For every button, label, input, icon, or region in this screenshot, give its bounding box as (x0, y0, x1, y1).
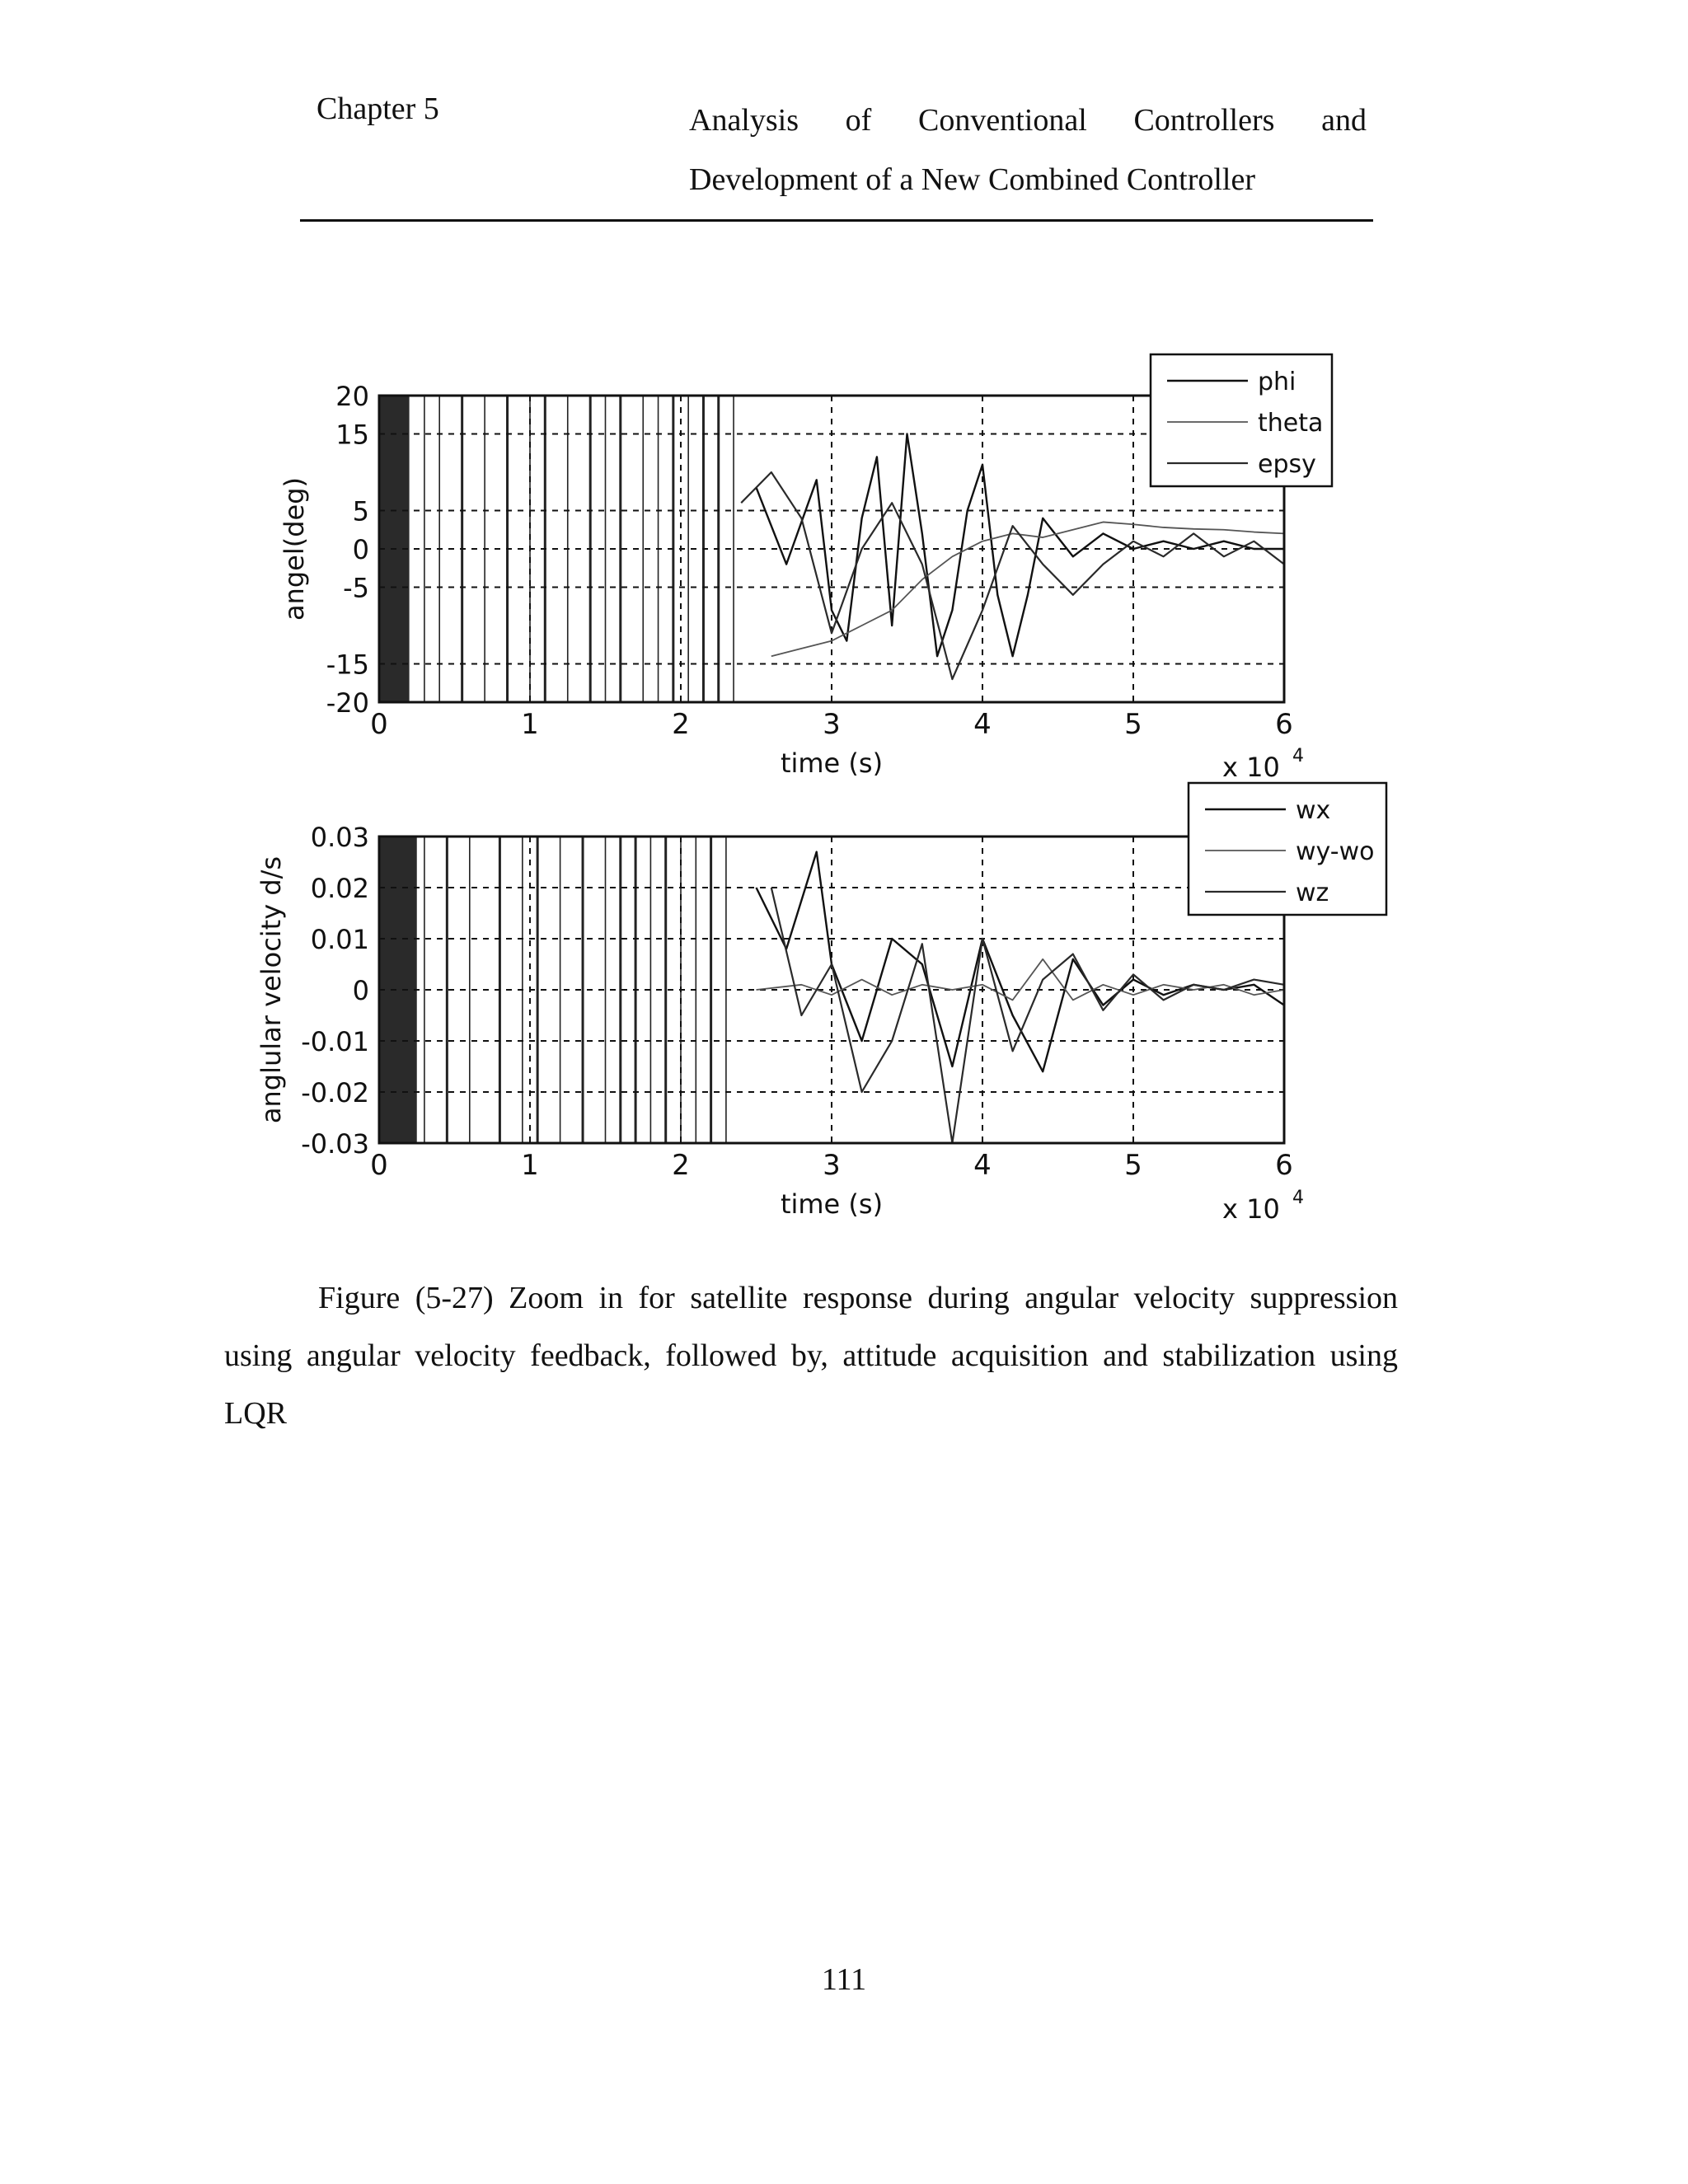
x-tick-label: 4 (973, 708, 992, 741)
header-word: of (845, 103, 872, 138)
series-line-3 (771, 888, 1284, 1143)
legend-label: epsy (1258, 450, 1316, 479)
page-number: 111 (821, 1962, 867, 1997)
y-tick-label: 15 (335, 419, 369, 451)
x-tick-label: 1 (521, 1149, 539, 1182)
y-tick-label: 5 (352, 495, 369, 527)
y-tick-label: -0.03 (301, 1128, 369, 1160)
y-tick-label: -20 (326, 687, 369, 719)
x-multiplier-label: x 10 (1222, 752, 1280, 783)
y-tick-label: 0.03 (310, 822, 369, 853)
y-tick-label: 20 (335, 381, 369, 412)
header-word: and (1321, 103, 1367, 138)
y-tick-label: 0.01 (310, 924, 369, 955)
x-axis-label: time (s) (780, 1188, 884, 1220)
legend-label: theta (1258, 409, 1324, 438)
y-tick-label: 0 (352, 975, 369, 1006)
y-axis-label: anglular velocity d/s (256, 855, 287, 1124)
x-multiplier-exponent: 4 (1292, 1188, 1304, 1208)
header-chapter: Chapter 5 (316, 91, 439, 126)
x-tick-label: 1 (521, 708, 539, 741)
legend-label: phi (1258, 368, 1296, 396)
x-multiplier-exponent: 4 (1292, 746, 1304, 766)
y-tick-label: 0 (352, 534, 369, 565)
y-tick-label: 0.02 (310, 873, 369, 904)
header-rule (300, 219, 1373, 222)
x-tick-label: 0 (370, 1149, 388, 1182)
x-tick-label: 2 (672, 1149, 690, 1182)
figure-plots (247, 338, 1434, 1244)
x-tick-label: 5 (1124, 708, 1142, 741)
y-axis-label: angel(deg) (279, 476, 310, 621)
header-word: Analysis (689, 103, 799, 138)
header-title-line1 (689, 91, 1367, 150)
header-title (689, 91, 1367, 209)
x-tick-label: 6 (1275, 708, 1293, 741)
figure-caption (224, 1269, 1398, 1442)
x-axis-label: time (s) (780, 748, 884, 779)
x-tick-label: 3 (823, 708, 841, 741)
legend-label: wy-wo (1296, 837, 1375, 866)
plot-2 (256, 783, 1386, 1225)
series-line-3 (741, 472, 1284, 679)
x-tick-label: 2 (672, 708, 690, 741)
x-multiplier-label: x 10 (1222, 1193, 1280, 1225)
x-tick-label: 3 (823, 1149, 841, 1182)
plot-1 (279, 354, 1332, 783)
legend-label: wz (1296, 879, 1329, 907)
x-tick-label: 4 (973, 1149, 992, 1182)
y-tick-label: -0.01 (301, 1026, 369, 1057)
x-tick-label: 5 (1124, 1149, 1142, 1182)
y-tick-label: -5 (343, 572, 369, 604)
legend-label: wx (1296, 796, 1331, 825)
caption-text: Figure (5-27) Zoom in for satellite response during angular velocity suppression using angular velocity feedback, followed by, attitude acquisition and stabilization using LQR (224, 1281, 1398, 1431)
x-tick-label: 6 (1275, 1149, 1293, 1182)
y-tick-label: -0.02 (301, 1077, 369, 1108)
header-word: Controllers (1133, 103, 1275, 138)
header-title-line2: Development of a New Combined Controller (689, 162, 1256, 197)
header-word: Conventional (918, 103, 1087, 138)
y-tick-label: -15 (326, 649, 369, 681)
x-tick-label: 0 (370, 708, 388, 741)
